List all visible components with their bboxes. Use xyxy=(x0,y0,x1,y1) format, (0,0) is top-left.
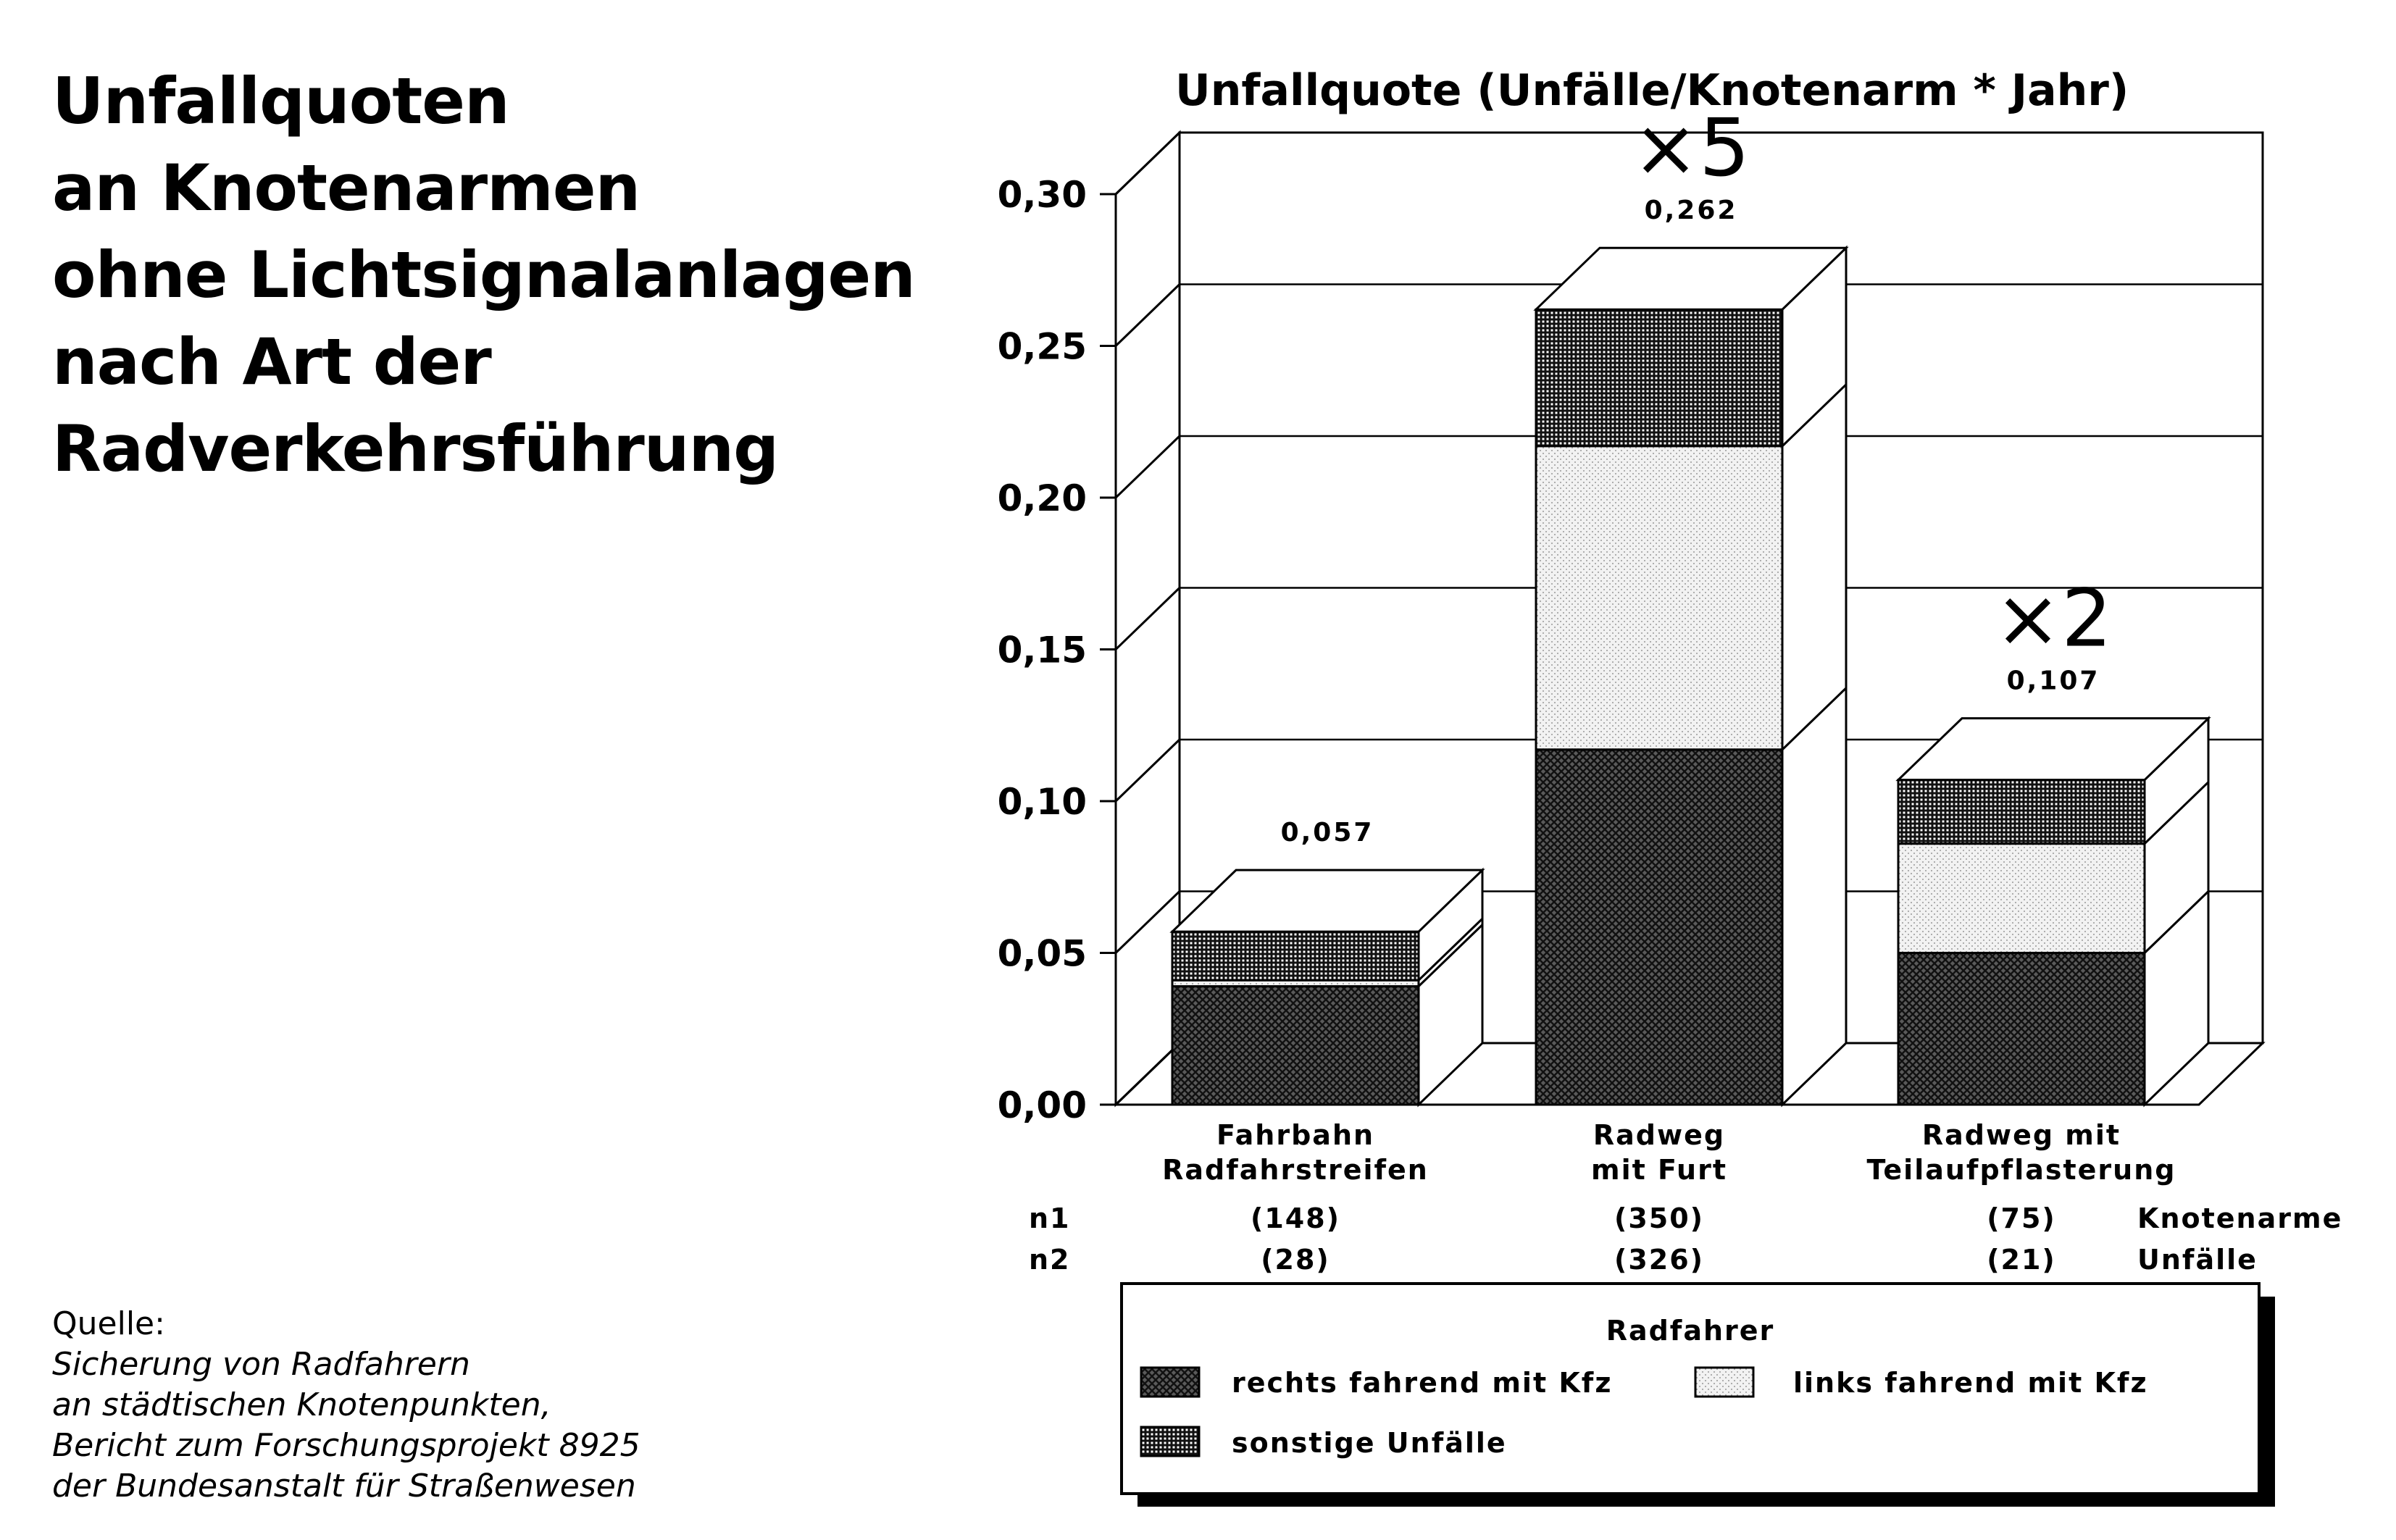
title-line-5: Radverkehrsführung xyxy=(52,411,779,486)
bar-1-links-side xyxy=(1782,385,1846,750)
grid-diag xyxy=(1116,588,1180,650)
legend-swatch-sonstige xyxy=(1141,1427,1199,1456)
bar-0-sonstige xyxy=(1172,932,1419,980)
y-tick-label: 0,15 xyxy=(997,629,1087,671)
bar-1-sonstige xyxy=(1536,309,1782,446)
n2-caption: Unfälle xyxy=(2137,1244,2258,1276)
n2-label: n2 xyxy=(1029,1244,1071,1276)
legend-label-sonstige: sonstige Unfälle xyxy=(1232,1427,1507,1459)
bar-1-rechts-side xyxy=(1782,688,1846,1105)
legend-swatch-links xyxy=(1695,1368,1753,1397)
source-line-2: an städtischen Knotenpunkten, xyxy=(52,1386,551,1423)
annotation-2: ×2 xyxy=(1994,572,2113,665)
n1-label: n1 xyxy=(1029,1202,1071,1234)
y-tick-label: 0,25 xyxy=(997,325,1087,368)
title-line-2: an Knotenarmen xyxy=(52,151,640,225)
legend xyxy=(1122,1284,2275,1507)
title-line-4: nach Art der xyxy=(52,325,491,399)
legend-title: Radfahrer xyxy=(1606,1315,1775,1347)
annotation-1: ×5 xyxy=(1632,101,1750,195)
legend-label-links: links fahrend mit Kfz xyxy=(1793,1367,2148,1399)
count-rows xyxy=(1029,1202,2342,1276)
n2-value-0: (28) xyxy=(1261,1244,1330,1276)
category-label-1-1: mit Furt xyxy=(1590,1154,1728,1186)
category-label-2-1: Teilaufpflasterung xyxy=(1866,1154,2176,1186)
y-tick-label: 0,10 xyxy=(997,781,1087,823)
y-tick-label: 0,30 xyxy=(997,174,1087,216)
category-label-2-0: Radweg mit xyxy=(1921,1119,2121,1151)
x-axis-labels xyxy=(1162,1119,2176,1186)
grid-diag xyxy=(1116,436,1180,498)
bars xyxy=(1172,101,2208,1105)
n1-value-2: (75) xyxy=(1987,1202,2056,1234)
bar-0-rechts xyxy=(1172,987,1419,1105)
legend-swatch-rechts xyxy=(1141,1368,1199,1397)
y-tick-label: 0,05 xyxy=(997,932,1087,975)
total-label-1: 0,262 xyxy=(1644,196,1738,226)
grid-diag xyxy=(1116,285,1180,346)
title-line-1: Unfallquoten xyxy=(52,64,509,138)
y-tick-label: 0,00 xyxy=(997,1084,1087,1126)
n2-value-1: (326) xyxy=(1614,1244,1705,1276)
bar-2-rechts xyxy=(1898,953,2145,1105)
grid-diag xyxy=(1116,740,1180,801)
grid-diag xyxy=(1116,892,1180,953)
bar-1-links xyxy=(1536,446,1782,750)
title-line-3: ohne Lichtsignalanlagen xyxy=(52,238,915,312)
source-label: Quelle: xyxy=(52,1305,165,1342)
legend-label-rechts: rechts fahrend mit Kfz xyxy=(1232,1367,1613,1399)
bar-2-sonstige xyxy=(1898,780,2145,844)
source-line-1: Sicherung von Radfahrern xyxy=(52,1346,470,1383)
y-tick-label: 0,20 xyxy=(997,477,1087,519)
category-label-0-0: Fahrbahn xyxy=(1216,1119,1375,1151)
category-label-0-1: Radfahrstreifen xyxy=(1162,1154,1429,1186)
bar-1-rechts xyxy=(1536,750,1782,1105)
n1-value-0: (148) xyxy=(1250,1202,1341,1234)
source-line-3: Bericht zum Forschungsprojekt 8925 xyxy=(52,1427,640,1464)
n2-value-2: (21) xyxy=(1987,1244,2056,1276)
grid-diag xyxy=(1116,133,1180,194)
total-label-0: 0,057 xyxy=(1280,818,1374,848)
source-line-4: der Bundesanstalt für Straßenwesen xyxy=(52,1468,636,1505)
bar-2-links xyxy=(1898,844,2145,953)
grid-diag xyxy=(1116,1043,1180,1105)
chart-title: Unfallquote (Unfälle/Knotenarm * Jahr) xyxy=(1175,65,2129,116)
total-label-2: 0,107 xyxy=(2006,666,2100,696)
category-label-1-0: Radweg xyxy=(1593,1119,1726,1151)
n1-value-1: (350) xyxy=(1614,1202,1705,1234)
n1-caption: Knotenarme xyxy=(2137,1202,2343,1234)
